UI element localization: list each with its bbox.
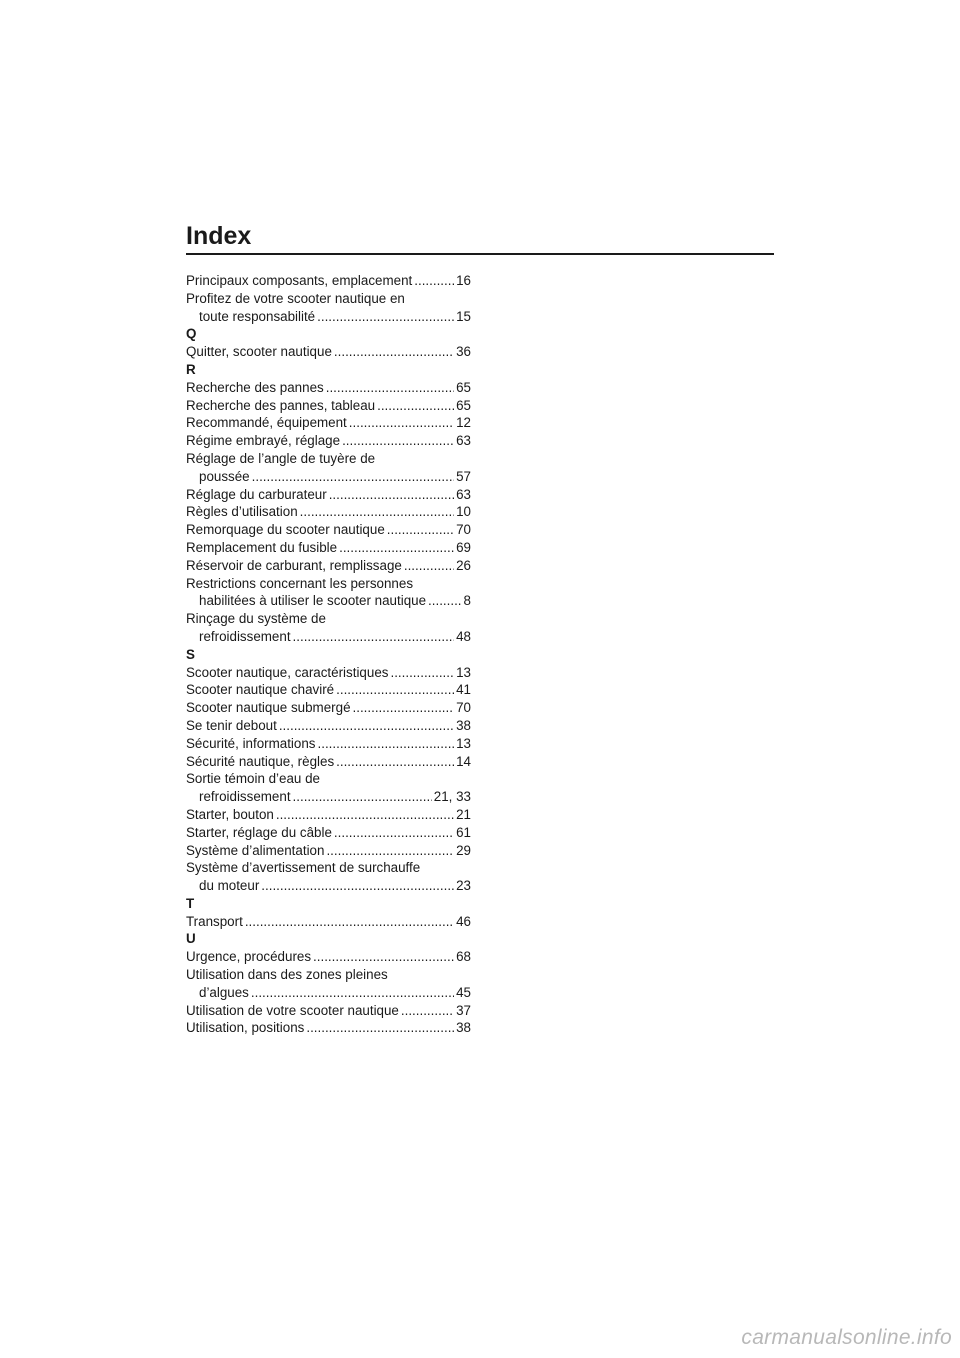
dot-leader [306,1019,454,1037]
index-entry-text: Urgence, procédures [186,949,312,965]
index-entry-text: Rinçage du système de [186,611,326,627]
index-entry-page: 63 [456,433,471,449]
index-entry [186,770,471,806]
dot-leader [334,824,454,842]
dot-leader [428,592,462,610]
dot-leader [342,432,454,450]
index-entry-page: 15 [456,308,471,324]
index-entry-text: Sécurité nautique, règles [186,753,335,769]
index-entry-text: Sortie témoin d’eau de [186,771,320,787]
index-entry-text: Profitez de votre scooter nautique en [186,290,405,306]
dot-leader [326,842,454,860]
index-entry-text: Réglage de l’angle de tuyère de [186,450,376,466]
title-rule [186,253,774,255]
index-entry-text: Système d’alimentation [186,842,325,858]
index-entry-page: 14 [456,753,471,769]
index-entry-continuation-row [186,984,471,1002]
index-entry-text: Starter, réglage du câble [186,824,332,840]
index-entry [186,414,471,432]
index-entry [186,913,471,931]
index-entry-text: Sécurité, informations [186,735,316,751]
index-entry-continuation: toute responsabilité [199,308,316,324]
index-entry-page: 70 [456,522,471,538]
index-entry [186,610,471,646]
dot-leader [339,539,454,557]
dot-leader [334,343,454,361]
index-entry-text: Réglage du carburateur [186,486,327,502]
dot-leader [251,984,454,1002]
index-entry [186,735,471,753]
index-entry-page: 8 [463,593,471,609]
index-entry [186,1019,471,1037]
dot-leader [313,948,454,966]
index-list [186,272,471,1037]
index-entry-text: Remplacement du fusible [186,539,338,555]
index-entry-page: 26 [456,557,471,573]
index-entry [186,379,471,397]
index-entry-text: Utilisation dans des zones pleines [186,967,388,983]
index-entry [186,842,471,860]
index-entry-page: 21, 33 [433,789,471,805]
index-entry [186,432,471,450]
index-entry [186,948,471,966]
index-entry [186,717,471,735]
index-entry-text: Recommandé, équipement [186,415,347,431]
dot-leader [261,877,454,895]
dot-leader [300,503,454,521]
index-entry-page: 13 [456,735,471,751]
index-entry [186,557,471,575]
index-entry-page: 69 [456,539,471,555]
index-letter-heading: R [186,361,196,377]
index-letter-heading: Q [186,326,197,342]
index-entry-page: 12 [456,415,471,431]
index-entry-page: 38 [456,717,471,733]
dot-leader [318,735,455,753]
index-entry [186,486,471,504]
index-entry-text: Scooter nautique, caractéristiques [186,664,389,680]
index-entry [186,450,471,486]
index-entry-text: Régime embrayé, réglage [186,433,341,449]
index-entry [186,699,471,717]
dot-leader [336,753,454,771]
index-entry-page: 46 [456,913,471,929]
index-entry-continuation-row [186,788,471,806]
index-entry-text: Transport [186,913,243,929]
index-entry-text: Système d’avertissement de surchauffe [186,860,421,876]
index-entry-text: Recherche des pannes, tableau [186,397,376,413]
index-entry-text: Réservoir de carburant, remplissage [186,557,402,573]
index-entry [186,539,471,557]
index-entry [186,397,471,415]
index-entry-page: 41 [456,682,471,698]
dot-leader [336,681,454,699]
index-entry-text: Scooter nautique submergé [186,700,351,716]
index-entry-continuation-row [186,468,471,486]
dot-leader [329,486,454,504]
dot-leader [326,379,454,397]
index-entry [186,681,471,699]
index-entry-continuation: du moteur [199,878,260,894]
index-entry-continuation: d’algues [199,984,249,1000]
index-entry-continuation: poussée [199,468,250,484]
index-entry-page: 37 [456,1002,471,1018]
index-entry-page: 23 [456,878,471,894]
dot-leader [349,414,454,432]
dot-leader [293,628,455,646]
index-entry-text: Remorquage du scooter nautique [186,522,385,538]
dot-leader [245,913,454,931]
index-entry [186,966,471,1002]
dot-leader [279,717,454,735]
dot-leader [252,468,454,486]
dot-leader [414,272,454,290]
index-entry-page: 36 [456,344,471,360]
index-entry-text: Se tenir debout [186,717,277,733]
index-entry [186,575,471,611]
index-entry-page: 13 [456,664,471,680]
index-entry [186,664,471,682]
index-letter-heading: U [186,931,196,947]
index-entry [186,272,471,290]
index-entry-continuation: refroidissement [199,789,291,805]
index-entry [186,521,471,539]
page-title: Index [186,222,252,250]
index-entry [186,290,471,326]
index-entry-page: 45 [456,984,471,1000]
index-entry-continuation: refroidissement [199,628,291,644]
index-entry [186,343,471,361]
index-entry-continuation-row [186,877,471,895]
dot-leader [390,664,454,682]
index-entry-text: Recherche des pannes [186,379,324,395]
index-entry-text: Restrictions concernant les personnes [186,575,414,591]
index-entry [186,753,471,771]
index-entry-page: 65 [456,379,471,395]
index-entry-page: 68 [456,949,471,965]
index-entry-page: 16 [456,273,471,288]
dot-leader [404,557,454,575]
index-letter-heading: S [186,646,195,662]
dot-leader [401,1002,454,1020]
index-entry-page: 38 [456,1020,471,1036]
index-entry [186,503,471,521]
index-entry-continuation-row [186,628,471,646]
index-entry-text: Quitter, scooter nautique [186,344,332,360]
index-entry-page: 57 [456,468,471,484]
index-entry-page: 70 [456,700,471,716]
watermark: carmanualsonline.info [741,1326,952,1349]
dot-leader [387,521,454,539]
index-entry [186,1002,471,1020]
index-entry-text: Scooter nautique chaviré [186,682,335,698]
index-entry-continuation: habilitées à utiliser le scooter nautique [199,593,427,609]
index-entry-text: Principaux composants, emplacement [186,273,413,288]
index-entry [186,859,471,895]
index-entry-page: 65 [456,397,471,413]
index-entry-page: 21 [456,806,471,822]
index-entry [186,806,471,824]
index-entry-page: 29 [456,842,471,858]
dot-leader [377,397,454,415]
index-entry-continuation-row [186,308,471,326]
index-entry-page: 61 [456,824,471,840]
index-entry-text: Utilisation, positions [186,1020,305,1036]
index-entry-page: 63 [456,486,471,502]
index-entry-text: Règles d’utilisation [186,504,298,520]
dot-leader [353,699,455,717]
dot-leader [293,788,432,806]
index-entry [186,824,471,842]
index-entry-text: Utilisation de votre scooter nautique [186,1002,399,1018]
index-entry-page: 48 [456,628,471,644]
index-entry-continuation-row [186,592,471,610]
index-entry-page: 10 [456,504,471,520]
dot-leader [317,308,454,326]
index-entry-text: Starter, bouton [186,806,274,822]
index-letter-heading: T [186,895,195,911]
dot-leader [276,806,454,824]
